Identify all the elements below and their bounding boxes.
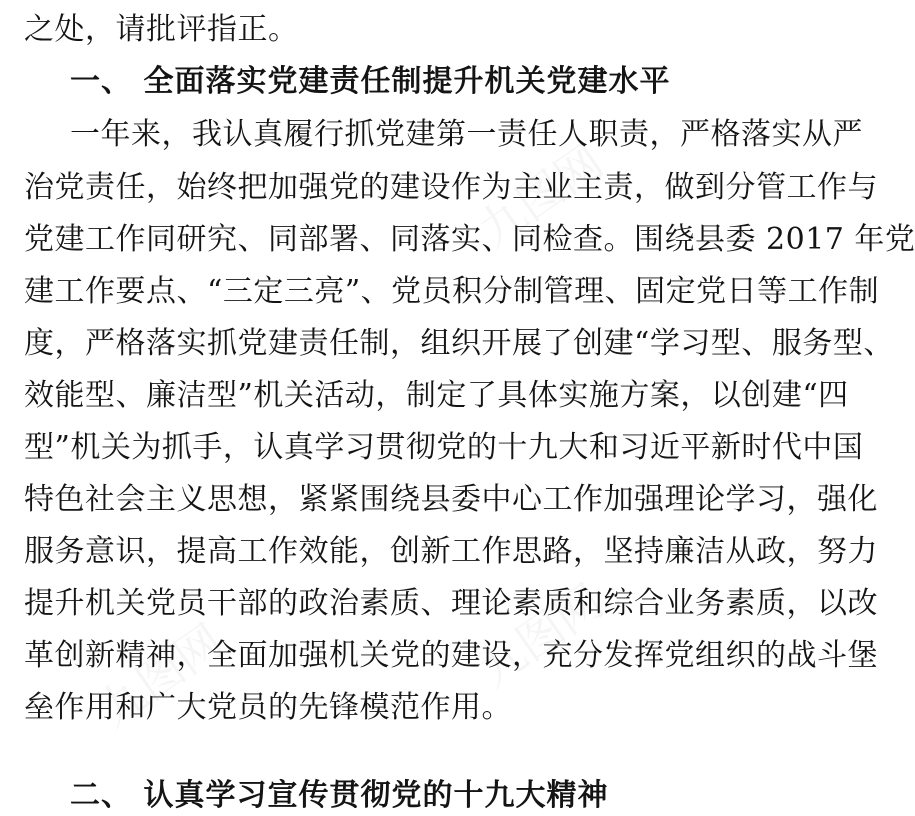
watermark: 九图网 — [88, 613, 233, 738]
section-heading-1: 一、 全面落实党建责任制提升机关党建水平 — [70, 64, 671, 99]
text-line: 度，严格落实抓党建责任制，组织开展了创建“学习型、服务型、 — [24, 326, 894, 361]
text-line: 治党责任，始终把加强党的建设作为主业主责，做到分管工作与 — [24, 170, 878, 205]
text-line: 提升机关党员干部的政治素质、理论素质和综合业务素质，以改 — [24, 586, 878, 621]
paragraph-first-line: 一年来，我认真履行抓党建第一责任人职责，严格落实从严 — [70, 117, 863, 152]
text-line: 效能型、廉洁型”机关活动，制定了具体实施方案，以创建“四 — [24, 378, 849, 413]
watermark: 九图网 — [468, 573, 613, 698]
text-line: 垒作用和广大党员的先锋模范作用。 — [24, 690, 512, 725]
text-line: 特色社会主义思想，紧紧围绕县委中心工作加强理论学习，强化 — [24, 482, 878, 517]
text-line: 型”机关为抓手，认真学习贯彻党的十九大和习近平新时代中国 — [24, 430, 864, 465]
text-line: 之处，请批评指正。 — [24, 12, 299, 47]
text-line: 党建工作同研究、同部署、同落实、同检查。围绕县委 2017 年党 — [24, 222, 915, 257]
text-line: 服务意识，提高工作效能，创新工作思路，坚持廉洁从政，努力 — [24, 534, 878, 569]
text-line: 革创新精神，全面加强机关党的建设，充分发挥党组织的战斗堡 — [24, 638, 878, 673]
watermark: 九图网 — [468, 133, 613, 258]
text-line: 建工作要点、“三定三亮”、党员积分制管理、固定党日等工作制 — [24, 274, 880, 309]
section-heading-2: 二、 认真学习宣传贯彻党的十九大精神 — [70, 778, 609, 813]
